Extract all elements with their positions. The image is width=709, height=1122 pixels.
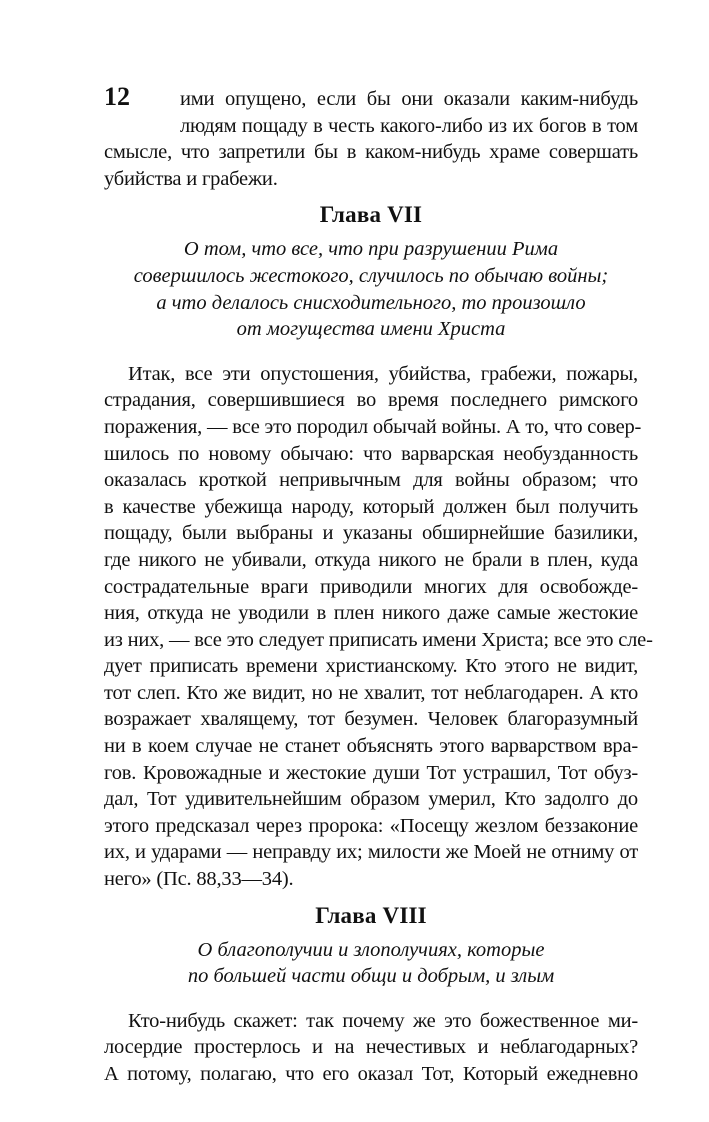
text-line: поражения, — все это породил обычай войны. А то, что совер- (104, 415, 642, 438)
text-line: из них, — все это следует приписать имени Христа; все это сле- (104, 628, 653, 651)
text-line: в качестве убежища народу, который должен был получить (104, 495, 638, 518)
chapter-7-body (104, 361, 653, 893)
text-line: дал, Тот удивительнейшим образом умерил, Кто задолго до (104, 788, 638, 811)
text-line: шилось по новому обычаю: что варварская необузданность (104, 442, 638, 465)
text-line: пощаду, были выбраны и указаны обширнейшие базилики, (104, 522, 638, 545)
text-line: гов. Кровожадные и жестокие души Тот устрашил, Тот обуз- (104, 761, 638, 784)
text-line: А потому, полагаю, что его оказал Тот, Который ежедневно (104, 1063, 638, 1085)
top-paragraph (104, 86, 638, 192)
spacer (104, 343, 638, 361)
text-line: этого предсказал через пророка: «Посещу жезлом беззаконие (104, 814, 638, 837)
text-line: лосердие простерлось и на нечестивых и неблагодарных? (104, 1036, 638, 1059)
page-text (104, 86, 653, 1088)
text-line: Кто-нибудь скажет: так почему же это божественное ми- (128, 1009, 638, 1032)
text-line: ими опущено, если бы они оказали каким-нибудь (180, 88, 638, 110)
text-line: возражает хвалящему, тот безумен. Человек благоразумный (104, 708, 638, 731)
subtitle-line: О благополучии и злополучиях, которые (197, 938, 545, 961)
text-line: дует приписать времени христианскому. Кто этого не видит, (104, 655, 638, 678)
text-line: сострадательные враги приводили многих для освобожде- (104, 575, 638, 598)
chapter-7-title: Глава VII (319, 202, 423, 228)
subtitle-line: от могущества имени Христа (236, 318, 506, 341)
text-line: тот слеп. Кто же видит, но не хвалит, тот неблагодарен. А кто (104, 681, 638, 704)
text-line: ни в коем случае не станет объяснять этого варварством вра- (104, 735, 638, 758)
chapter-8-title: Глава VIII (315, 902, 427, 928)
spacer (104, 990, 638, 1008)
subtitle-line: а что делалось снисходительного, то произошло (156, 291, 586, 314)
chapter-8-subtitle (104, 937, 638, 990)
subtitle-line: О том, что все, что при разрушении Рима (183, 238, 559, 261)
text-line: оказалась кроткой непривычным для войны образом; что (104, 469, 638, 492)
text-line: него» (Пс. 88,33—34). (104, 868, 294, 891)
page-number: 12 (104, 82, 130, 111)
text-line: страдания, совершившиеся во время последнего римского (104, 389, 638, 412)
text-line: где никого не убивали, откуда никого не брали в плен, куда (104, 548, 638, 571)
text-line: убийства и грабежи. (104, 167, 278, 190)
chapter-7-subtitle (104, 236, 638, 342)
text-line: ния, откуда не уводили в плен никого даже самые жестокие (104, 602, 638, 625)
text-line: Итак, все эти опустошения, убийства, грабежи, пожары, (128, 362, 638, 385)
chapter-8-body (104, 1008, 638, 1088)
text-line: людям пощаду в честь какого-либо из их богов в том (180, 114, 638, 137)
subtitle-line: по большей части общи и добрым, и злым (187, 965, 555, 988)
subtitle-line: совершилось жестокого, случилось по обычаю войны; (133, 264, 609, 287)
text-line: смысле, что запретили бы в каком-нибудь храме совершать (104, 141, 638, 164)
text-line: их, и ударами — неправду их; милости же Моей не отниму от (104, 841, 638, 864)
